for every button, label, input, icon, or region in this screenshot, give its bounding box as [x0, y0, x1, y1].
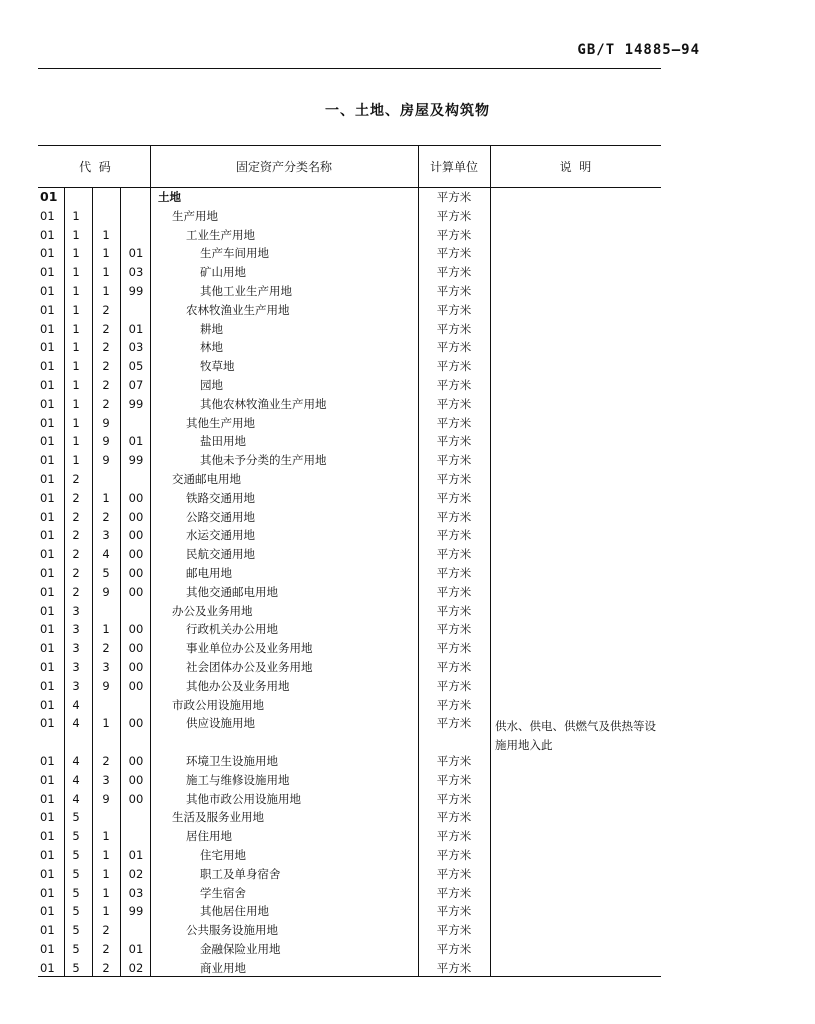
category-name: 行政机关办公用地 [186, 622, 278, 637]
code-level-1: 01 [40, 885, 55, 900]
unit-of-measure: 平方米 [436, 434, 472, 449]
table-row [0, 489, 815, 508]
code-level-3: 1 [102, 490, 110, 505]
section-title: 一、土地、房屋及构筑物 [325, 103, 490, 119]
unit-of-measure: 平方米 [436, 772, 472, 787]
code-level-1: 01 [40, 866, 55, 881]
code-level-1: 01 [40, 396, 55, 411]
category-name: 社会团体办公及业务用地 [186, 660, 313, 674]
category-name: 其他工业生产用地 [200, 284, 292, 298]
code-level-1: 01 [40, 359, 55, 374]
code-level-3: 2 [102, 321, 110, 336]
code-level-4: 99 [128, 284, 144, 298]
unit-of-measure: 平方米 [436, 904, 472, 919]
code-level-2: 3 [72, 678, 80, 693]
category-name: 办公及业务用地 [172, 603, 253, 618]
code-level-2: 1 [72, 302, 80, 317]
code-level-1: 01 [40, 509, 55, 524]
table-row [0, 583, 815, 602]
code-level-3: 2 [102, 641, 110, 656]
code-level-3: 2 [102, 754, 110, 768]
unit-of-measure: 平方米 [436, 754, 472, 768]
code-level-1: 01 [40, 415, 55, 430]
table-row [0, 320, 815, 339]
category-name: 施工与维修设施用地 [186, 772, 290, 787]
table-row [0, 357, 815, 376]
code-level-1: 01 [40, 622, 55, 637]
category-name: 交通邮电用地 [172, 472, 241, 486]
code-level-3: 1 [102, 622, 110, 637]
code-level-2: 3 [72, 603, 80, 618]
table-row [0, 226, 815, 245]
code-level-1: 01 [40, 566, 55, 580]
unit-of-measure: 平方米 [436, 866, 472, 881]
code-level-4: 00 [128, 660, 144, 674]
code-level-4: 00 [128, 754, 144, 768]
unit-of-measure: 平方米 [436, 829, 472, 844]
category-name: 土地 [158, 190, 181, 204]
code-level-2: 4 [72, 716, 80, 731]
category-name: 事业单位办公及业务用地 [186, 641, 313, 656]
table-row [0, 677, 815, 696]
table-row [0, 376, 815, 395]
code-level-4: 03 [128, 885, 144, 900]
code-level-3: 1 [102, 848, 110, 862]
category-name: 矿山用地 [200, 265, 246, 280]
code-level-4: 00 [128, 678, 144, 693]
unit-of-measure: 平方米 [436, 340, 472, 355]
code-level-1: 01 [40, 754, 55, 768]
table-row [0, 808, 815, 827]
code-level-2: 4 [72, 754, 80, 768]
table-row [0, 940, 815, 959]
unit-of-measure: 平方米 [436, 885, 472, 900]
code-level-2: 1 [72, 265, 80, 280]
table-row [0, 752, 815, 771]
table-row [0, 282, 815, 301]
category-name: 市政公用设施用地 [172, 697, 264, 712]
code-level-3: 2 [102, 302, 110, 317]
table-row [0, 301, 815, 320]
category-name: 供应设施用地 [186, 716, 255, 731]
code-level-4: 01 [128, 942, 144, 956]
code-level-1: 01 [40, 547, 55, 562]
unit-of-measure: 平方米 [436, 302, 472, 317]
table-row [0, 639, 815, 658]
category-name: 铁路交通用地 [186, 490, 255, 505]
unit-of-measure: 平方米 [436, 509, 472, 524]
code-level-3: 3 [102, 772, 110, 787]
table-row [0, 921, 815, 940]
code-level-2: 1 [72, 208, 80, 223]
code-level-4: 00 [128, 772, 144, 787]
code-level-2: 4 [72, 772, 80, 787]
unit-of-measure: 平方米 [436, 678, 472, 693]
code-level-3: 1 [102, 227, 110, 242]
standard-code: GB/T 14885—94 [577, 42, 700, 58]
category-name: 水运交通用地 [186, 528, 255, 543]
code-level-2: 2 [72, 472, 80, 486]
unit-of-measure: 平方米 [436, 190, 472, 204]
unit-of-measure: 平方米 [436, 923, 472, 938]
code-level-4: 00 [128, 716, 144, 731]
code-level-2: 3 [72, 660, 80, 674]
code-level-3: 5 [102, 566, 110, 580]
unit-of-measure: 平方米 [436, 359, 472, 374]
table-row [0, 884, 815, 903]
category-name: 居住用地 [186, 829, 232, 844]
code-level-2: 1 [72, 284, 80, 298]
code-level-3: 9 [102, 415, 110, 430]
category-name: 农林牧渔业生产用地 [186, 302, 290, 317]
code-level-4: 02 [128, 866, 144, 881]
code-level-4: 00 [128, 490, 144, 505]
code-level-3: 9 [102, 791, 110, 806]
unit-of-measure: 平方米 [436, 960, 472, 975]
table-row [0, 414, 815, 433]
table-row [0, 827, 815, 846]
header-rule [38, 68, 661, 69]
code-level-2: 2 [72, 584, 80, 599]
table-row [0, 790, 815, 809]
category-name: 其他生产用地 [186, 415, 255, 430]
code-level-1: 01 [40, 265, 55, 280]
code-level-1: 01 [40, 208, 55, 223]
table-row [0, 470, 815, 489]
code-level-1: 01 [40, 378, 55, 392]
code-level-4: 99 [128, 396, 144, 411]
category-name: 盐田用地 [200, 434, 246, 449]
code-level-4: 99 [128, 453, 144, 468]
code-level-1: 01 [40, 321, 55, 336]
table-row [0, 451, 815, 470]
category-name: 牧草地 [200, 359, 235, 374]
table-row [0, 244, 815, 263]
code-level-3: 2 [102, 942, 110, 956]
code-level-3: 2 [102, 396, 110, 411]
code-level-1: 01 [40, 490, 55, 505]
category-name: 园地 [200, 378, 223, 392]
code-level-1: 01 [40, 472, 55, 486]
code-level-4: 00 [128, 547, 144, 562]
unit-of-measure: 平方米 [436, 622, 472, 637]
code-level-1: 01 [40, 246, 55, 261]
table-row [0, 620, 815, 639]
code-level-2: 1 [72, 378, 80, 392]
code-level-1: 01 [40, 678, 55, 693]
code-level-4: 00 [128, 641, 144, 656]
table-row [0, 188, 815, 207]
code-level-2: 1 [72, 415, 80, 430]
code-level-3: 2 [102, 340, 110, 355]
code-level-4: 01 [128, 434, 144, 449]
category-name: 生产车间用地 [200, 246, 269, 261]
category-name: 邮电用地 [186, 566, 232, 580]
code-level-3: 2 [102, 378, 110, 392]
table-row [0, 959, 815, 978]
table-row [0, 771, 815, 790]
code-level-1: 01 [40, 923, 55, 938]
unit-of-measure: 平方米 [436, 415, 472, 430]
category-name: 学生宿舍 [200, 885, 246, 900]
code-level-3: 4 [102, 547, 110, 562]
code-level-1: 01 [40, 284, 55, 298]
table-row [0, 564, 815, 583]
code-level-2: 5 [72, 866, 80, 881]
table-row [0, 865, 815, 884]
code-level-2: 5 [72, 923, 80, 938]
code-level-4: 01 [128, 246, 144, 261]
code-level-3: 1 [102, 866, 110, 881]
table-row [0, 902, 815, 921]
unit-of-measure: 平方米 [436, 378, 472, 392]
unit-of-measure: 平方米 [436, 208, 472, 223]
code-level-1: 01 [40, 791, 55, 806]
code-level-1: 01 [40, 848, 55, 862]
code-level-1: 01 [40, 660, 55, 674]
code-level-4: 01 [128, 848, 144, 862]
code-level-2: 5 [72, 885, 80, 900]
code-level-1: 01 [40, 904, 55, 919]
unit-of-measure: 平方米 [436, 716, 472, 731]
code-level-1: 01 [40, 603, 55, 618]
code-level-1: 01 [40, 641, 55, 656]
category-name: 生活及服务业用地 [172, 810, 264, 825]
unit-of-measure: 平方米 [436, 472, 472, 486]
code-level-2: 1 [72, 396, 80, 411]
code-level-2: 1 [72, 453, 80, 468]
unit-of-measure: 平方米 [436, 810, 472, 825]
code-level-2: 2 [72, 509, 80, 524]
code-level-2: 2 [72, 566, 80, 580]
table-row [0, 432, 815, 451]
category-name: 住宅用地 [200, 848, 246, 862]
code-level-3: 9 [102, 434, 110, 449]
code-level-3: 2 [102, 923, 110, 938]
code-level-2: 1 [72, 321, 80, 336]
category-name: 公共服务设施用地 [186, 923, 278, 938]
code-level-2: 1 [72, 340, 80, 355]
category-name: 商业用地 [200, 960, 246, 975]
category-name: 其他未予分类的生产用地 [200, 453, 327, 468]
category-name: 林地 [200, 340, 223, 355]
code-level-1: 01 [40, 528, 55, 543]
unit-of-measure: 平方米 [436, 660, 472, 674]
category-name: 其他市政公用设施用地 [186, 791, 301, 806]
code-level-1: 01 [40, 227, 55, 242]
category-name: 耕地 [200, 321, 223, 336]
header-name: 固定资产分类名称 [235, 159, 332, 174]
code-level-3: 1 [102, 885, 110, 900]
code-level-1: 01 [40, 340, 55, 355]
code-level-3: 1 [102, 829, 110, 844]
category-name: 民航交通用地 [186, 547, 255, 562]
category-name: 公路交通用地 [186, 509, 255, 524]
code-level-1: 01 [40, 716, 55, 731]
code-level-2: 4 [72, 791, 80, 806]
row-note: 供水、供电、供燃气及供热等设施用地入此 [495, 719, 656, 753]
header-note: 说 明 [559, 159, 592, 174]
unit-of-measure: 平方米 [436, 490, 472, 505]
code-level-3: 1 [102, 284, 110, 298]
code-level-3: 1 [102, 265, 110, 280]
table-row [0, 602, 815, 621]
category-name: 其他交通邮电用地 [186, 584, 278, 599]
category-name: 金融保险业用地 [200, 942, 281, 956]
code-level-2: 1 [72, 434, 80, 449]
code-level-2: 2 [72, 547, 80, 562]
code-level-1: 01 [40, 302, 55, 317]
category-name: 其他居住用地 [200, 904, 269, 919]
code-level-1: 01 [40, 810, 55, 825]
code-level-1: 01 [40, 960, 55, 975]
header-unit: 计算单位 [429, 159, 478, 174]
category-name: 工业生产用地 [186, 227, 255, 242]
table-row [0, 545, 815, 564]
code-level-4: 00 [128, 584, 144, 599]
code-level-4: 03 [128, 340, 144, 355]
unit-of-measure: 平方米 [436, 265, 472, 280]
code-level-3: 9 [102, 678, 110, 693]
unit-of-measure: 平方米 [436, 227, 472, 242]
code-level-4: 01 [128, 321, 144, 336]
unit-of-measure: 平方米 [436, 697, 472, 712]
code-level-4: 03 [128, 265, 144, 280]
code-level-2: 5 [72, 942, 80, 956]
code-level-3: 9 [102, 453, 110, 468]
table-row [0, 658, 815, 677]
code-level-1: 01 [40, 434, 55, 449]
table-row [0, 696, 815, 715]
unit-of-measure: 平方米 [436, 603, 472, 618]
code-level-4: 99 [128, 904, 144, 919]
category-name: 环境卫生设施用地 [186, 754, 278, 768]
table-row [0, 508, 815, 527]
unit-of-measure: 平方米 [436, 321, 472, 336]
unit-of-measure: 平方米 [436, 547, 472, 562]
code-level-2: 1 [72, 227, 80, 242]
code-level-3: 1 [102, 904, 110, 919]
unit-of-measure: 平方米 [436, 584, 472, 599]
category-name: 其他农林牧渔业生产用地 [200, 396, 327, 411]
code-level-1: 01 [40, 942, 55, 956]
unit-of-measure: 平方米 [436, 396, 472, 411]
unit-of-measure: 平方米 [436, 284, 472, 298]
code-level-1: 01 [40, 697, 55, 712]
category-name: 其他办公及业务用地 [186, 678, 290, 693]
code-level-3: 1 [102, 246, 110, 261]
code-level-4: 05 [128, 359, 144, 374]
code-level-1: 01 [40, 453, 55, 468]
code-level-2: 1 [72, 359, 80, 374]
code-level-3: 2 [102, 509, 110, 524]
code-level-4: 00 [128, 791, 144, 806]
code-level-2: 5 [72, 960, 80, 975]
category-name: 生产用地 [172, 208, 218, 223]
code-level-2: 5 [72, 904, 80, 919]
unit-of-measure: 平方米 [436, 566, 472, 580]
table-row [0, 263, 815, 282]
table-row [0, 338, 815, 357]
code-level-3: 2 [102, 960, 110, 975]
code-level-1: 01 [40, 772, 55, 787]
code-level-4: 07 [128, 378, 144, 392]
table-row [0, 526, 815, 545]
unit-of-measure: 平方米 [436, 848, 472, 862]
unit-of-measure: 平方米 [436, 641, 472, 656]
code-level-2: 3 [72, 641, 80, 656]
header-code: 代 码 [79, 159, 111, 174]
code-level-2: 1 [72, 246, 80, 261]
code-level-2: 2 [72, 490, 80, 505]
code-level-2: 5 [72, 810, 80, 825]
code-level-3: 9 [102, 584, 110, 599]
unit-of-measure: 平方米 [436, 791, 472, 806]
code-level-2: 5 [72, 829, 80, 844]
unit-of-measure: 平方米 [436, 453, 472, 468]
code-level-1: 01 [40, 584, 55, 599]
unit-of-measure: 平方米 [436, 246, 472, 261]
unit-of-measure: 平方米 [436, 942, 472, 956]
code-level-4: 02 [128, 960, 144, 975]
code-level-4: 00 [128, 622, 144, 637]
table-row [0, 207, 815, 226]
code-level-2: 2 [72, 528, 80, 543]
code-level-1: 01 [40, 829, 55, 844]
code-level-2: 3 [72, 622, 80, 637]
category-name: 职工及单身宿舍 [200, 866, 281, 881]
code-level-2: 5 [72, 848, 80, 862]
code-level-4: 00 [128, 528, 144, 543]
unit-of-measure: 平方米 [436, 528, 472, 543]
code-level-1: 01 [40, 189, 58, 204]
code-level-4: 00 [128, 509, 144, 524]
code-level-3: 3 [102, 528, 110, 543]
code-level-3: 3 [102, 660, 110, 674]
code-level-4: 00 [128, 566, 144, 580]
table-row [0, 395, 815, 414]
table-row [0, 714, 815, 733]
code-level-3: 2 [102, 359, 110, 374]
code-level-3: 1 [102, 716, 110, 731]
table-row [0, 846, 815, 865]
code-level-2: 4 [72, 697, 80, 712]
